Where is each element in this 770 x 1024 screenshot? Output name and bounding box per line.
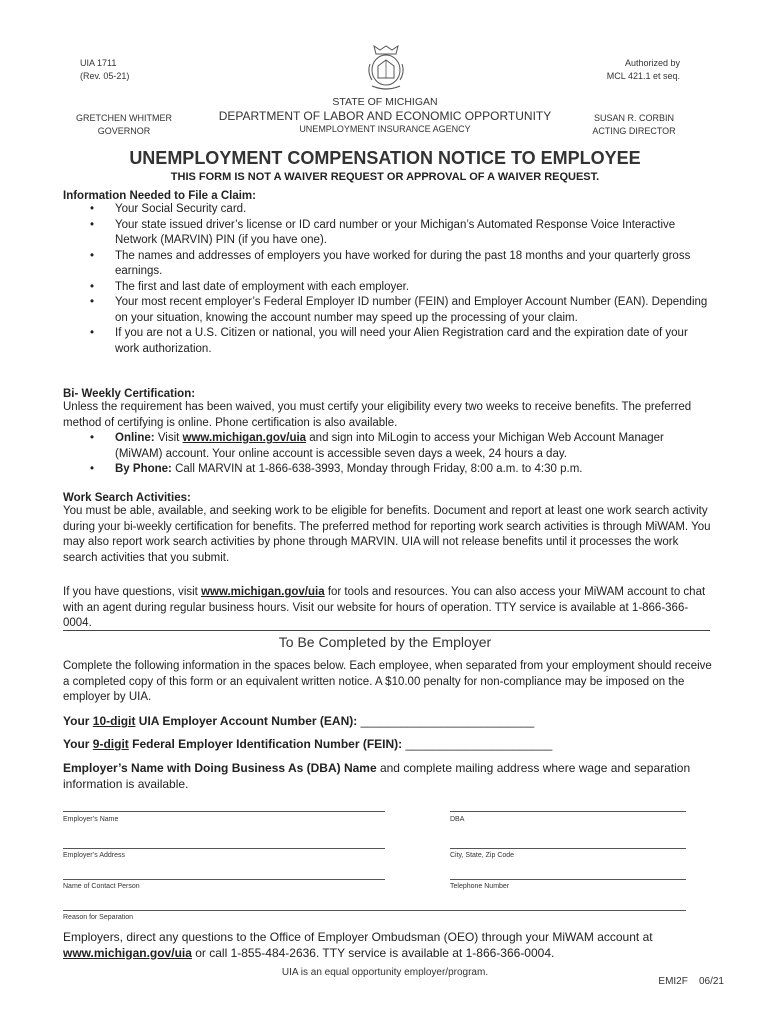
dba-input[interactable] bbox=[450, 811, 686, 812]
info-list bbox=[63, 202, 713, 357]
list-item: • If you are not a U.S. Citizen or national, you will need your Alien Registration card and the expiration date of your work authorization. bbox=[90, 327, 688, 355]
contact-name-input[interactable] bbox=[63, 879, 385, 880]
biweekly-intro: Unless the requirement has been waived, you must certify your eligibility every two weeks to receive benefits. The preferred method of certifying is online. Phone certification is also available. bbox=[63, 401, 692, 429]
dba-label: DBA bbox=[450, 816, 465, 823]
dba-instructions: Employer’s Name with Doing Business As (DBA) Name and complete mailing address where wage and separation information is available. bbox=[63, 761, 691, 791]
contact-name-label: Name of Contact Person bbox=[63, 883, 140, 890]
info-section bbox=[63, 190, 713, 357]
state-name: STATE OF MICHIGAN bbox=[332, 96, 438, 108]
statute: MCL 421.1 et seq. bbox=[606, 71, 680, 81]
worksearch-text: You must be able, available, and seeking work to be eligible for benefits. Document and report at least one work search activity during your bi-weekly certification for benefits. The preferred method for reporting work search activities is through MiWAM. You may also report work search activities by phone through MARVIN. UIA will not release benefits until it processes the work search activities that you submit. bbox=[63, 505, 711, 564]
employer-address-label: Employer’s Address bbox=[63, 852, 125, 859]
authority-block bbox=[607, 57, 680, 83]
agency-name: UNEMPLOYMENT INSURANCE AGENCY bbox=[299, 124, 471, 134]
list-item: • Online: Visit www.michigan.gov/uia and sign into MiLogin to access your Michigan Web Account Manager (MiWAM) account. Your online account is accessible seven days a week, 24 hours a day. bbox=[90, 432, 664, 460]
list-item: • Your most recent employer’s Federal Employer ID number (FEIN) and Employer Account Number (EAN). Depending on your situation, knowing the account number may speed up the processing of your claim. bbox=[90, 296, 708, 324]
form-code: EMI2F 06/21 bbox=[658, 976, 724, 987]
list-item: • The names and addresses of employers you have worked for during the past 18 months and your quarterly gross earnings. bbox=[90, 249, 691, 277]
phone-label: By Phone: bbox=[115, 463, 172, 475]
worksearch-heading: Work Search Activities: bbox=[63, 492, 191, 504]
biweekly-section bbox=[63, 388, 713, 478]
list-item: • Your state issued driver’s license or ID card number or your Michigan’s Automated Response Voice Interactive Network (MARVIN) PIN (if you have one). bbox=[90, 218, 676, 246]
ombudsman-paragraph: Employers, direct any questions to the Office of Employer Ombudsman (OEO) through your MiWAM account at www.michigan.gov/uia or call 1-855-484-2636. TTY service is available at 1-866-366-0004. bbox=[63, 930, 653, 960]
ean-input[interactable]: __________________________ bbox=[360, 714, 535, 728]
biweekly-list bbox=[63, 431, 713, 478]
director-title: ACTING DIRECTOR bbox=[592, 126, 676, 136]
separation-reason-input[interactable] bbox=[63, 910, 686, 911]
equal-opportunity-notice: UIA is an equal opportunity employer/program. bbox=[281, 967, 489, 978]
department-name: DEPARTMENT OF LABOR AND ECONOMIC OPPORTUNITY bbox=[218, 109, 552, 123]
form-id: UIA 1711 bbox=[80, 58, 117, 68]
governor-block bbox=[74, 112, 174, 138]
ean-line: Your 10-digit UIA Employer Account Number (EAN): __________________________ bbox=[63, 714, 535, 728]
page-title: UNEMPLOYMENT COMPENSATION NOTICE TO EMPLOYEE bbox=[129, 148, 641, 168]
questions-paragraph: If you have questions, visit www.michigan.gov/uia for tools and resources. You can also access your MiWAM account to chat with an agent during regular business hours. Visit our website for hours of operation. TTY service is available at 1-866-366-0004. bbox=[63, 586, 706, 629]
governor-name: GRETCHEN WHITMER bbox=[76, 113, 172, 123]
separation-reason-label: Reason for Separation bbox=[63, 914, 134, 921]
biweekly-heading: Bi- Weekly Certification: bbox=[63, 388, 196, 400]
uia-website-link[interactable]: www.michigan.gov/uia bbox=[63, 945, 192, 960]
authorized-by: Authorized by bbox=[624, 58, 680, 68]
waiver-disclaimer: THIS FORM IS NOT A WAIVER REQUEST OR APPROVAL OF A WAIVER REQUEST. bbox=[170, 171, 600, 183]
online-label: Online: bbox=[115, 432, 155, 444]
governor-title: GOVERNOR bbox=[97, 126, 151, 136]
director-block bbox=[588, 112, 680, 138]
michigan-seal-icon bbox=[366, 44, 406, 94]
employer-address-input[interactable] bbox=[63, 848, 385, 849]
employer-section-heading: To Be Completed by the Employer bbox=[278, 634, 492, 650]
info-heading: Information Needed to File a Claim: bbox=[63, 190, 256, 202]
form-revision: (Rev. 05-21) bbox=[80, 71, 130, 81]
list-item: • The first and last date of employment with each employer. bbox=[90, 280, 410, 293]
director-name: SUSAN R. CORBIN bbox=[593, 113, 674, 123]
uia-website-link[interactable]: www.michigan.gov/uia bbox=[182, 432, 307, 444]
city-state-zip-label: City, State, Zip Code bbox=[450, 852, 515, 859]
worksearch-section bbox=[63, 492, 713, 566]
city-state-zip-input[interactable] bbox=[450, 848, 686, 849]
form-id-block bbox=[80, 57, 129, 83]
list-item: • By Phone: Call MARVIN at 1-866-638-3993, Monday through Friday, 8:00 a.m. to 4:30 p.m. bbox=[90, 463, 583, 475]
fein-input[interactable]: ______________________ bbox=[405, 737, 553, 751]
section-divider bbox=[63, 630, 710, 631]
list-item: • Your Social Security card. bbox=[90, 203, 247, 215]
uia-website-link[interactable]: www.michigan.gov/uia bbox=[201, 586, 325, 598]
employer-intro: Complete the following information in the spaces below. Each employee, when separated from your employment should receive a completed copy of this form or an equivalent written notice. A $10.00 penalty for non-compliance may be imposed on the employer by UIA. bbox=[63, 660, 712, 703]
telephone-input[interactable] bbox=[450, 879, 686, 880]
fein-line: Your 9-digit Federal Employer Identification Number (FEIN): ______________________ bbox=[63, 737, 553, 751]
employer-name-input[interactable] bbox=[63, 811, 385, 812]
employer-name-label: Employer’s Name bbox=[63, 816, 119, 823]
telephone-label: Telephone Number bbox=[450, 883, 510, 890]
